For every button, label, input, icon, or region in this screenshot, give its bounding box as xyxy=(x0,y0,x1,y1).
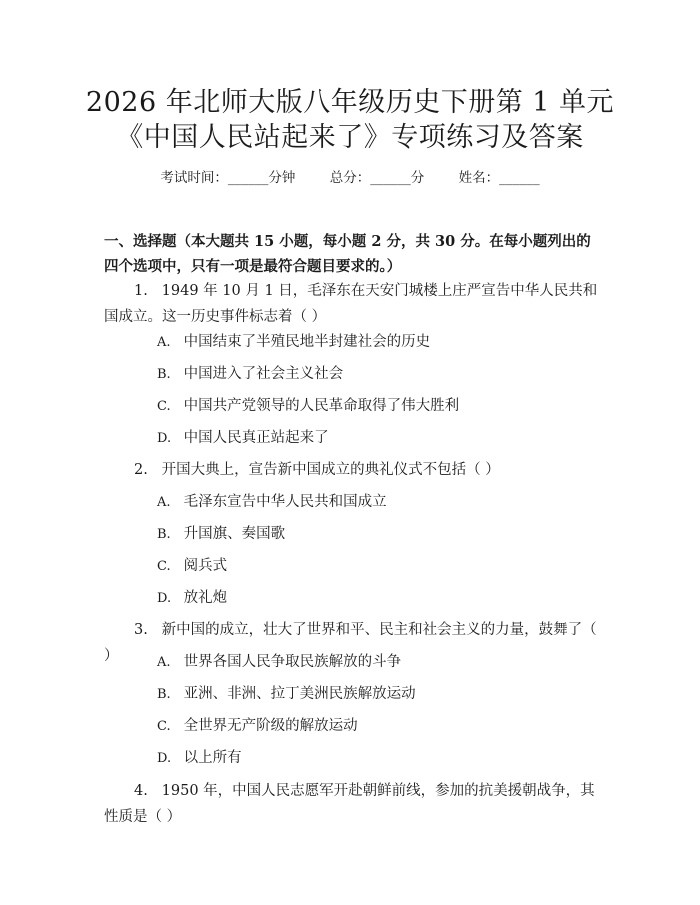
document-title-line-2: 《中国人民站起来了》专项练习及答案 xyxy=(116,122,584,153)
exam-time-field: 考试时间：______分钟 xyxy=(160,170,296,186)
option-text: 放礼炮 xyxy=(183,590,228,606)
option-text: 阅兵式 xyxy=(183,558,228,574)
option-letter: B. xyxy=(157,367,171,382)
question-1 xyxy=(104,278,598,330)
option-letter: B. xyxy=(157,527,171,542)
option-text: 中国进入了社会主义社会 xyxy=(183,366,344,382)
question-1-text: 1949 年 10 月 1 日，毛泽东在天安门城楼上庄严宣告中华人民共和国成立。这一历史事件标志着（ ） xyxy=(104,283,598,325)
option-letter: C. xyxy=(157,559,171,574)
question-1-option-c xyxy=(157,394,597,419)
document-title-line-1: 2026 年北师大版八年级历史下册第 1 单元 xyxy=(85,87,615,118)
option-text: 世界各国人民争取民族解放的斗争 xyxy=(183,654,402,670)
option-letter: B. xyxy=(157,687,171,702)
exam-meta xyxy=(0,168,700,188)
question-2-number: 2. xyxy=(134,462,148,478)
exam-name-field: 姓名：______ xyxy=(458,170,540,186)
question-1-number: 1. xyxy=(134,283,148,299)
question-3-number: 3. xyxy=(134,622,148,638)
option-letter: A. xyxy=(157,655,171,670)
question-3-option-b xyxy=(157,682,597,707)
question-2-option-b xyxy=(157,522,597,547)
option-letter: D. xyxy=(157,751,172,766)
question-1-option-a xyxy=(157,330,597,355)
option-text: 中国结束了半殖民地半封建社会的历史 xyxy=(183,334,431,350)
question-1-option-d xyxy=(157,426,597,451)
question-2-stem xyxy=(104,457,598,483)
question-2-text: 开国大典上，宣告新中国成立的典礼仪式不包括（ ） xyxy=(161,462,500,478)
option-text: 毛泽东宣告中华人民共和国成立 xyxy=(183,494,387,510)
question-3-option-a xyxy=(157,650,597,675)
option-text: 以上所有 xyxy=(183,750,242,766)
option-text: 升国旗、奏国歌 xyxy=(183,526,286,542)
question-1-option-b xyxy=(157,362,597,387)
exam-score-field: 总分：______分 xyxy=(329,170,425,186)
option-letter: C. xyxy=(157,719,171,734)
question-3-option-d xyxy=(157,746,597,771)
question-3-text: 新中国的成立，壮大了世界和平、民主和社会主义的力量，鼓舞了（ ） xyxy=(104,622,597,664)
question-2-option-c xyxy=(157,554,597,579)
option-text: 全世界无产阶级的解放运动 xyxy=(183,718,358,734)
option-text: 亚洲、非洲、拉丁美洲民族解放运动 xyxy=(183,686,416,702)
option-text: 中国人民真正站起来了 xyxy=(183,430,329,446)
question-2-option-a xyxy=(157,490,597,515)
option-letter: D. xyxy=(157,591,172,606)
question-3-option-c xyxy=(157,714,597,739)
question-4 xyxy=(104,778,598,830)
option-letter: A. xyxy=(157,495,171,510)
question-2 xyxy=(104,457,598,483)
option-text: 中国共产党领导的人民革命取得了伟大胜利 xyxy=(183,398,460,414)
option-letter: D. xyxy=(157,431,172,446)
question-1-stem xyxy=(104,278,598,330)
section-heading: 一、选择题（本大题共 15 小题，每小题 2 分，共 30 分。在每小题列出的四个选项中，只有一项是最符合题目要求的。） xyxy=(104,233,591,275)
question-4-stem xyxy=(104,778,598,830)
option-letter: A. xyxy=(157,335,171,350)
question-2-option-d xyxy=(157,586,597,611)
question-4-text: 1950 年，中国人民志愿军开赴朝鲜前线，参加的抗美援朝战争，其性质是（ ） xyxy=(104,783,595,825)
option-letter: C. xyxy=(157,399,171,414)
question-4-number: 4. xyxy=(134,783,148,799)
